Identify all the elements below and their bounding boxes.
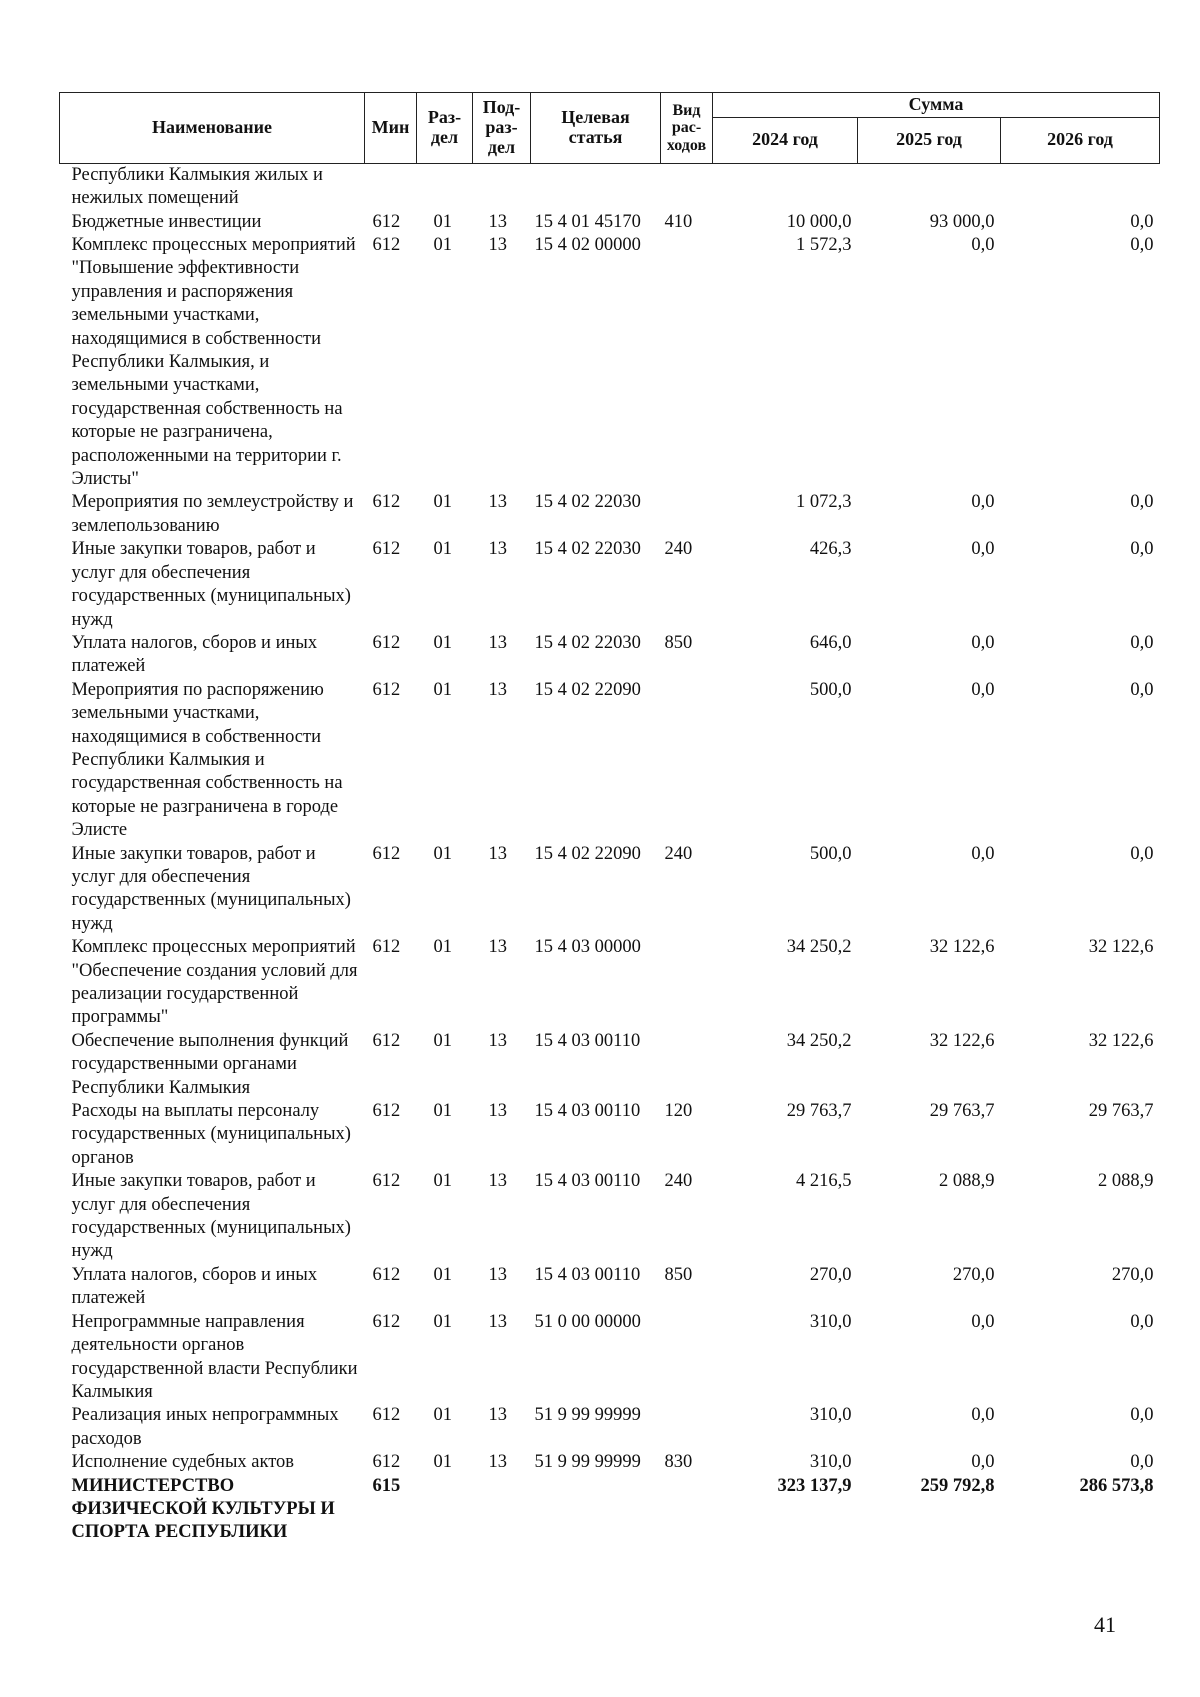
cell-razdel: 01: [433, 539, 452, 560]
cell-2025: [858, 163, 1001, 210]
page-number: 41: [1094, 1612, 1116, 1637]
cell-min: 612: [372, 937, 401, 958]
cell-2025: 32 122,6: [929, 937, 995, 958]
cell-podrazdel: 13: [488, 1030, 507, 1051]
table-row: [60, 491, 1160, 538]
cell-razdel: 01: [433, 632, 452, 653]
cell-razdel: 01: [433, 1030, 452, 1051]
cell-name: Уплата налогов, сборов и иных платежей: [71, 632, 318, 677]
budget-table-container: [59, 92, 1159, 1545]
cell-2026: 286 573,8: [1079, 1475, 1154, 1496]
header-razdel: Раз- дел: [417, 93, 473, 164]
cell-2025: 0,0: [971, 1311, 995, 1332]
table-row: [60, 936, 1160, 1030]
cell-min: 612: [372, 235, 401, 256]
cell-name: Иные закупки товаров, работ и услуг для обеспечения государственных (муниципальных) нужд: [71, 1171, 351, 1262]
cell-2024: 4 216,5: [796, 1171, 852, 1192]
cell-celevaya-statya: 15 4 02 22030: [534, 539, 641, 560]
cell-name: Иные закупки товаров, работ и услуг для обеспечения государственных (муниципальных) нужд: [71, 539, 351, 630]
cell-2024: 1 572,3: [796, 235, 852, 256]
cell-podrazdel: 13: [488, 632, 507, 653]
cell-2026: 29 763,7: [1088, 1101, 1154, 1122]
cell-2026: 32 122,6: [1088, 1030, 1154, 1051]
cell-min: [365, 163, 417, 210]
cell-min: 612: [372, 1311, 401, 1332]
cell-vid-rashodov: [661, 1475, 713, 1545]
cell-name: МИНИСТЕРСТВО ФИЗИЧЕСКОЙ КУЛЬТУРЫ И СПОРТА РЕСПУБЛИКИ: [71, 1475, 335, 1543]
cell-name: Бюджетные инвестиции: [71, 211, 262, 232]
table-row: [60, 234, 1160, 491]
cell-vid-rashodov: [661, 234, 713, 491]
cell-celevaya-statya: 51 0 00 00000: [534, 1311, 641, 1332]
table-row: [60, 538, 1160, 632]
cell-podrazdel: 13: [488, 235, 507, 256]
cell-2025: 270,0: [952, 1264, 995, 1285]
cell-2024: 34 250,2: [786, 1030, 852, 1051]
cell-2025: 259 792,8: [920, 1475, 995, 1496]
cell-celevaya-statya: 15 4 03 00110: [534, 1030, 641, 1051]
cell-razdel: 01: [433, 843, 452, 864]
cell-min: 612: [372, 1452, 401, 1473]
cell-podrazdel: 13: [488, 1311, 507, 1332]
cell-name: Комплекс процессных мероприятий "Обеспечение создания условий для реализации государственной программы": [71, 937, 358, 1028]
cell-razdel: 01: [433, 492, 452, 513]
cell-2025: 0,0: [971, 1452, 995, 1473]
header-2024: 2024 год: [713, 117, 858, 163]
header-vid-rashodov: Вид рас- ходов: [661, 93, 713, 164]
header-summa: Сумма: [713, 93, 1160, 118]
cell-podrazdel: 13: [488, 211, 507, 232]
cell-razdel: 01: [433, 1311, 452, 1332]
cell-2024: 310,0: [809, 1405, 852, 1426]
budget-table: [59, 92, 1160, 1545]
cell-name: Уплата налогов, сборов и иных платежей: [71, 1264, 318, 1309]
table-row: [60, 679, 1160, 843]
cell-2024: [713, 163, 858, 210]
table-row: [60, 1404, 1160, 1451]
cell-2026: 0,0: [1130, 235, 1154, 256]
cell-celevaya-statya: 15 4 03 00110: [534, 1171, 641, 1192]
cell-2026: 0,0: [1130, 1405, 1154, 1426]
cell-razdel: 01: [433, 1171, 452, 1192]
cell-2024: 34 250,2: [786, 937, 852, 958]
header-podrazdel: Под- раз- дел: [473, 93, 531, 164]
cell-name: Комплекс процессных мероприятий "Повышение эффективности управления и распоряжения земельными участками, находящимися в собственности Республики Калмыкия, и земельными участками, государственная собственность на которые не разграничена, расположенными на территории г. Элисты": [71, 235, 356, 490]
table-row: [60, 1475, 1160, 1545]
cell-vid-rashodov: [661, 1030, 713, 1100]
cell-vid-rashodov: 120: [664, 1101, 693, 1122]
cell-2026: 0,0: [1130, 211, 1154, 232]
cell-2024: 270,0: [809, 1264, 852, 1285]
cell-min: 612: [372, 211, 401, 232]
cell-vid-rashodov: [661, 936, 713, 1030]
cell-celevaya-statya: [531, 1475, 661, 1545]
cell-razdel: 01: [433, 937, 452, 958]
cell-name: Непрограммные направления деятельности органов государственной власти Республики Калмыкия: [71, 1311, 358, 1402]
cell-vid-rashodov: [661, 491, 713, 538]
cell-vid-rashodov: [661, 163, 713, 210]
cell-podrazdel: 13: [488, 539, 507, 560]
cell-vid-rashodov: 850: [664, 632, 693, 653]
cell-name: Мероприятия по землеустройству и землепользованию: [71, 492, 354, 536]
cell-podrazdel: 13: [488, 1171, 507, 1192]
table-header: [60, 93, 1160, 164]
cell-2025: 0,0: [971, 235, 995, 256]
cell-2026: 0,0: [1130, 843, 1154, 864]
cell-name: Республики Калмыкия жилых и нежилых помещений: [71, 164, 323, 209]
table-row: [60, 1264, 1160, 1311]
header-2026: 2026 год: [1001, 117, 1160, 163]
cell-razdel: 01: [433, 235, 452, 256]
cell-celevaya-statya: [531, 163, 661, 210]
cell-podrazdel: 13: [488, 1452, 507, 1473]
cell-name: Исполнение судебных актов: [71, 1452, 295, 1473]
cell-name: Расходы на выплаты персоналу государственных (муниципальных) органов: [71, 1101, 351, 1168]
header-2025: 2025 год: [858, 117, 1001, 163]
cell-podrazdel: 13: [488, 679, 507, 700]
table-row: [60, 211, 1160, 234]
cell-2026: 32 122,6: [1088, 937, 1154, 958]
cell-2025: 0,0: [971, 492, 995, 513]
cell-min: 612: [372, 1171, 401, 1192]
cell-name: Обеспечение выполнения функций государственными органами Республики Калмыкия: [71, 1030, 349, 1098]
cell-celevaya-statya: 51 9 99 99999: [534, 1405, 641, 1426]
cell-2024: 10 000,0: [786, 211, 852, 232]
cell-celevaya-statya: 15 4 03 00110: [534, 1264, 641, 1285]
cell-2026: 0,0: [1130, 632, 1154, 653]
cell-name: Иные закупки товаров, работ и услуг для обеспечения государственных (муниципальных) нужд: [71, 843, 351, 934]
cell-2024: 500,0: [809, 679, 852, 700]
cell-2024: 426,3: [809, 539, 852, 560]
cell-razdel: 01: [433, 211, 452, 232]
cell-vid-rashodov: 830: [664, 1452, 693, 1473]
cell-podrazdel: 13: [488, 937, 507, 958]
cell-min: 612: [372, 1030, 401, 1051]
cell-2025: 2 088,9: [939, 1171, 995, 1192]
cell-2024: 1 072,3: [796, 492, 852, 513]
header-min: Мин: [365, 93, 417, 164]
cell-podrazdel: [473, 1475, 531, 1545]
cell-celevaya-statya: 15 4 02 22030: [534, 492, 641, 513]
cell-celevaya-statya: 15 4 03 00110: [534, 1101, 641, 1122]
cell-razdel: 01: [433, 679, 452, 700]
cell-min: 612: [372, 632, 401, 653]
cell-min: 615: [372, 1475, 401, 1496]
cell-razdel: [417, 163, 473, 210]
cell-podrazdel: 13: [488, 1405, 507, 1426]
table-row: [60, 1100, 1160, 1170]
cell-2025: 0,0: [971, 843, 995, 864]
cell-2025: 29 763,7: [929, 1101, 995, 1122]
cell-vid-rashodov: 240: [664, 1171, 693, 1192]
cell-2025: 93 000,0: [929, 211, 995, 232]
cell-2026: 0,0: [1130, 1311, 1154, 1332]
cell-razdel: 01: [433, 1405, 452, 1426]
cell-celevaya-statya: 15 4 02 22090: [534, 843, 641, 864]
table-row: [60, 163, 1160, 210]
cell-2024: 310,0: [809, 1452, 852, 1473]
cell-2026: 0,0: [1130, 1452, 1154, 1473]
cell-2026: 0,0: [1130, 492, 1154, 513]
table-row: [60, 843, 1160, 937]
cell-2026: 0,0: [1130, 679, 1154, 700]
cell-2024: 500,0: [809, 843, 852, 864]
cell-vid-rashodov: [661, 1404, 713, 1451]
cell-podrazdel: [473, 163, 531, 210]
cell-vid-rashodov: 240: [664, 539, 693, 560]
cell-2024: 646,0: [809, 632, 852, 653]
cell-2025: 0,0: [971, 679, 995, 700]
cell-celevaya-statya: 15 4 03 00000: [534, 937, 641, 958]
cell-2025: 0,0: [971, 539, 995, 560]
cell-razdel: 01: [433, 1452, 452, 1473]
cell-min: 612: [372, 843, 401, 864]
table-row: [60, 1030, 1160, 1100]
header-name: Наименование: [60, 93, 365, 164]
cell-podrazdel: 13: [488, 492, 507, 513]
cell-2024: 323 137,9: [777, 1475, 852, 1496]
cell-name: Реализация иных непрограммных расходов: [71, 1405, 339, 1449]
cell-vid-rashodov: 850: [664, 1264, 693, 1285]
cell-vid-rashodov: 410: [664, 211, 693, 232]
cell-celevaya-statya: 15 4 02 22030: [534, 632, 641, 653]
cell-razdel: 01: [433, 1264, 452, 1285]
cell-razdel: [417, 1475, 473, 1545]
cell-celevaya-statya: 15 4 01 45170: [534, 211, 641, 232]
cell-min: 612: [372, 1264, 401, 1285]
cell-2026: 2 088,9: [1098, 1171, 1154, 1192]
cell-podrazdel: 13: [488, 1264, 507, 1285]
cell-celevaya-statya: 15 4 02 00000: [534, 235, 641, 256]
cell-vid-rashodov: [661, 679, 713, 843]
cell-vid-rashodov: [661, 1311, 713, 1405]
cell-min: 612: [372, 1101, 401, 1122]
cell-min: 612: [372, 679, 401, 700]
cell-name: Мероприятия по распоряжению земельными участками, находящимися в собственности Республики Калмыкия и государственная собственность на которые не разграничена в городе Элисте: [71, 679, 343, 841]
table-row: [60, 1170, 1160, 1264]
cell-razdel: 01: [433, 1101, 452, 1122]
table-row: [60, 632, 1160, 679]
cell-min: 612: [372, 1405, 401, 1426]
cell-2025: 32 122,6: [929, 1030, 995, 1051]
cell-celevaya-statya: 51 9 99 99999: [534, 1452, 641, 1473]
cell-2024: 29 763,7: [786, 1101, 852, 1122]
cell-2025: 0,0: [971, 632, 995, 653]
cell-podrazdel: 13: [488, 1101, 507, 1122]
cell-2026: 270,0: [1111, 1264, 1154, 1285]
cell-2024: 310,0: [809, 1311, 852, 1332]
cell-2025: 0,0: [971, 1405, 995, 1426]
header-celevaya-statya: Целевая статья: [531, 93, 661, 164]
table-row: [60, 1451, 1160, 1474]
cell-min: 612: [372, 539, 401, 560]
cell-celevaya-statya: 15 4 02 22090: [534, 679, 641, 700]
cell-min: 612: [372, 492, 401, 513]
cell-vid-rashodov: 240: [664, 843, 693, 864]
table-row: [60, 1311, 1160, 1405]
table-body: [60, 163, 1160, 1544]
cell-2026: 0,0: [1130, 539, 1154, 560]
cell-podrazdel: 13: [488, 843, 507, 864]
cell-2026: [1001, 163, 1160, 210]
